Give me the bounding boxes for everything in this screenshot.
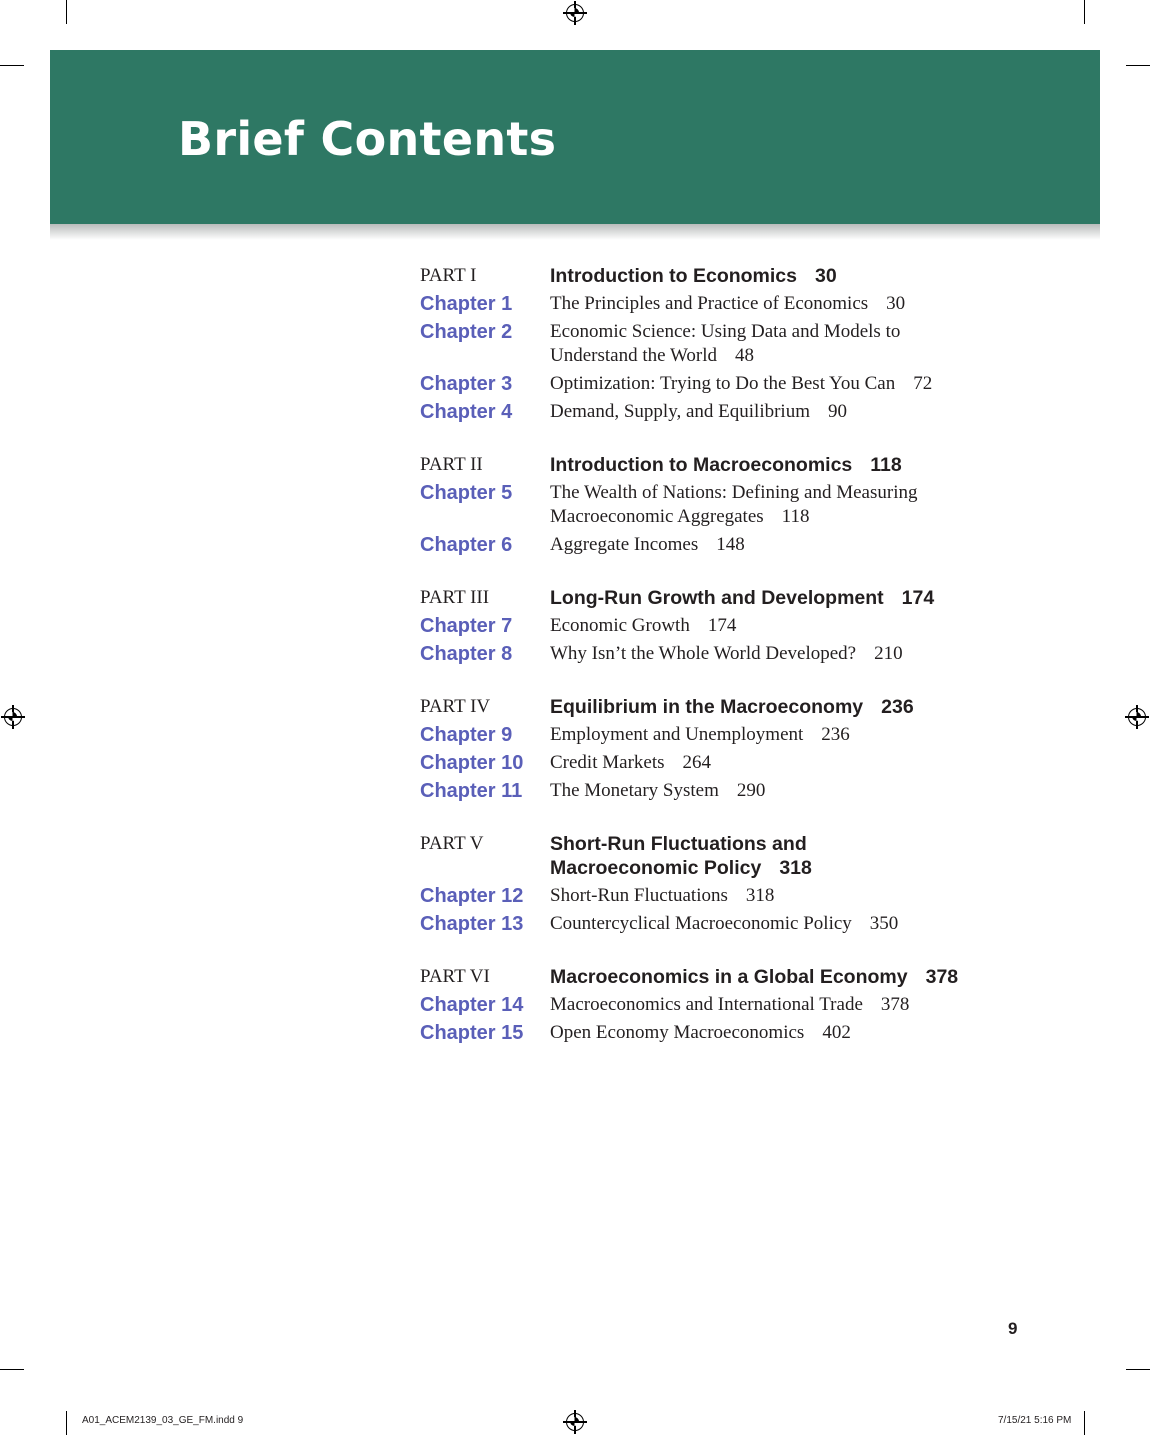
chapter-title-text: Macroeconomics and International Trade <box>550 994 863 1015</box>
chapter-title-text: Macroeconomic Aggregates <box>550 506 764 527</box>
chapter-title <box>550 320 1060 368</box>
chapter-row[interactable] <box>420 642 1060 666</box>
chapter-title <box>550 292 1060 316</box>
part-title <box>550 965 958 989</box>
chapter-row[interactable] <box>420 912 1060 936</box>
part-page-number: 378 <box>925 966 959 988</box>
part-title-line <box>550 453 902 477</box>
chapter-page-number: 402 <box>822 1022 851 1043</box>
chapter-title <box>550 481 1060 529</box>
chapter-title-text: Economic Growth <box>550 615 690 636</box>
chapter-title <box>550 1021 1060 1045</box>
chapter-page-number: 264 <box>682 752 712 773</box>
chapter-title-text: Economic Science: Using Data and Models to <box>550 321 901 342</box>
part-title-line <box>550 832 812 856</box>
chapter-title-text: Short-Run Fluctuations <box>550 885 728 906</box>
chapter-page-number: 290 <box>736 780 766 801</box>
chapter-title <box>550 779 1060 803</box>
chapter-row[interactable] <box>420 779 1060 803</box>
chapter-title-text: Open Economy Macroeconomics <box>550 1022 805 1043</box>
chapter-label: Chapter 10 <box>420 752 524 774</box>
part-label: PART I <box>420 265 477 286</box>
part-title-line <box>550 965 958 989</box>
registration-mark-icon <box>4 708 22 726</box>
part-page-number: 30 <box>815 265 837 287</box>
part-page-number: 174 <box>901 587 935 609</box>
chapter-label: Chapter 7 <box>420 615 513 637</box>
part-title-text: Long-Run Growth and Development <box>550 587 884 609</box>
banner-shadow <box>50 224 1100 240</box>
crop-mark <box>0 65 24 66</box>
chapter-title-text: The Principles and Practice of Economics <box>550 293 869 314</box>
chapter-title-line <box>550 723 1060 747</box>
part-row <box>420 965 1060 989</box>
part-title-text: Macroeconomic Policy <box>550 857 762 879</box>
chapter-label: Chapter 4 <box>420 401 513 423</box>
part-label: PART V <box>420 833 484 854</box>
chapter-label: Chapter 12 <box>420 885 524 907</box>
part-page-number: 318 <box>779 857 812 879</box>
chapter-page-number: 318 <box>745 885 775 906</box>
chapter-title-line <box>550 505 1060 529</box>
chapter-title-text: Demand, Supply, and Equilibrium <box>550 401 810 422</box>
part-title <box>550 695 914 719</box>
part-title-line <box>550 264 837 288</box>
part-title <box>550 264 837 288</box>
chapter-page-number: 148 <box>716 534 745 555</box>
chapter-title-text: The Wealth of Nations: Defining and Measuring <box>550 482 918 503</box>
chapter-title-line <box>550 292 1060 316</box>
chapter-title-text: The Monetary System <box>550 780 719 801</box>
part-title-line <box>550 695 914 719</box>
part-title-line <box>550 856 812 880</box>
chapter-title-line <box>550 400 1060 424</box>
registration-mark-icon <box>566 1413 584 1431</box>
registration-mark-icon <box>1128 708 1146 726</box>
chapter-row[interactable] <box>420 614 1060 638</box>
chapter-row[interactable] <box>420 884 1060 908</box>
chapter-row[interactable] <box>420 533 1060 557</box>
slug-date-info: 7/15/21 5:16 PM <box>998 1415 1072 1426</box>
chapter-label: Chapter 15 <box>420 1022 524 1044</box>
part-page-number: 118 <box>870 454 902 476</box>
chapter-row[interactable] <box>420 372 1060 396</box>
part-row <box>420 832 1060 880</box>
part-title-text: Introduction to Macroeconomics <box>550 454 853 476</box>
chapter-title <box>550 723 1060 747</box>
chapter-row[interactable] <box>420 751 1060 775</box>
chapter-title-line <box>550 751 1060 775</box>
chapter-title-text: Understand the World <box>550 345 717 366</box>
registration-mark-icon <box>566 4 584 22</box>
chapter-page-number: 118 <box>781 506 810 527</box>
part-title <box>550 832 812 880</box>
chapter-row[interactable] <box>420 481 1060 529</box>
chapter-label: Chapter 11 <box>420 780 523 802</box>
part-title <box>550 586 934 610</box>
chapter-title-text: Credit Markets <box>550 752 665 773</box>
crop-mark <box>66 1411 67 1435</box>
chapter-title-line <box>550 993 1060 1017</box>
chapter-page-number: 378 <box>880 994 910 1015</box>
chapter-label: Chapter 6 <box>420 534 513 556</box>
chapter-label: Chapter 14 <box>420 994 524 1016</box>
part-page-number: 236 <box>881 696 914 718</box>
chapter-label: Chapter 3 <box>420 373 513 395</box>
chapter-title-line <box>550 372 1060 396</box>
part-row <box>420 695 1060 719</box>
part-label: PART II <box>420 454 483 475</box>
chapter-title <box>550 372 1060 396</box>
chapter-label: Chapter 5 <box>420 482 513 504</box>
chapter-title <box>550 533 1060 557</box>
part-label: PART IV <box>420 696 491 717</box>
chapter-title-line <box>550 1021 1060 1045</box>
chapter-title <box>550 614 1060 638</box>
chapter-page-number: 30 <box>886 293 906 314</box>
crop-mark <box>66 0 67 24</box>
chapter-title-line <box>550 884 1060 908</box>
chapter-title-text: Countercyclical Macroeconomic Policy <box>550 913 852 934</box>
chapter-row[interactable] <box>420 292 1060 316</box>
chapter-title-line <box>550 614 1060 638</box>
crop-mark <box>1126 1369 1150 1370</box>
chapter-title <box>550 884 1060 908</box>
part-title-text: Macroeconomics in a Global Economy <box>550 966 908 988</box>
part-title-text: Short-Run Fluctuations and <box>550 833 807 855</box>
chapter-page-number: 350 <box>869 913 899 934</box>
chapter-title-line <box>550 912 1060 936</box>
page-title: Brief Contents <box>178 112 557 166</box>
chapter-title-line <box>550 344 1060 368</box>
crop-mark <box>0 1369 24 1370</box>
chapter-title-line <box>550 320 1060 344</box>
slug-file-info: A01_ACEM2139_03_GE_FM.indd 9 <box>82 1415 244 1426</box>
page-number: 9 <box>1008 1319 1018 1338</box>
part-row <box>420 453 1060 477</box>
crop-mark <box>1084 0 1085 24</box>
chapter-row[interactable] <box>420 993 1060 1017</box>
chapter-row[interactable] <box>420 723 1060 747</box>
chapter-page-number: 174 <box>707 615 737 636</box>
table-of-contents <box>420 264 1060 1045</box>
chapter-row[interactable] <box>420 320 1060 368</box>
chapter-page-number: 236 <box>821 724 850 745</box>
part-title <box>550 453 902 477</box>
crop-mark <box>1084 1411 1085 1435</box>
chapter-title <box>550 400 1060 424</box>
part-title-text: Introduction to Economics <box>550 265 797 287</box>
chapter-row[interactable] <box>420 400 1060 424</box>
chapter-label: Chapter 13 <box>420 913 524 935</box>
chapter-label: Chapter 1 <box>420 293 513 315</box>
chapter-title-line <box>550 642 1060 666</box>
chapter-title-text: Why Isn’t the Whole World Developed? <box>550 643 857 664</box>
chapter-title <box>550 751 1060 775</box>
chapter-label: Chapter 8 <box>420 643 513 665</box>
crop-mark <box>1126 65 1150 66</box>
part-title-line <box>550 586 934 610</box>
chapter-row[interactable] <box>420 1021 1060 1045</box>
chapter-title-text: Employment and Unemployment <box>550 724 804 745</box>
chapter-title <box>550 993 1060 1017</box>
part-title-text: Equilibrium in the Macroeconomy <box>550 696 864 718</box>
chapter-title-line <box>550 533 1060 557</box>
chapter-page-number: 72 <box>913 373 933 394</box>
chapter-label: Chapter 2 <box>420 321 513 343</box>
part-label: PART VI <box>420 966 490 987</box>
chapter-page-number: 48 <box>734 345 754 366</box>
chapter-page-number: 90 <box>828 401 847 422</box>
chapter-title-line <box>550 779 1060 803</box>
part-row <box>420 264 1060 288</box>
chapter-title <box>550 912 1060 936</box>
chapter-title-line <box>550 481 1060 505</box>
chapter-label: Chapter 9 <box>420 724 513 746</box>
chapter-page-number: 210 <box>874 643 903 664</box>
part-label: PART III <box>420 587 490 608</box>
chapter-title-text: Aggregate Incomes <box>550 534 699 555</box>
chapter-title <box>550 642 1060 666</box>
part-row <box>420 586 1060 610</box>
chapter-title-text: Optimization: Trying to Do the Best You Can <box>550 373 896 394</box>
